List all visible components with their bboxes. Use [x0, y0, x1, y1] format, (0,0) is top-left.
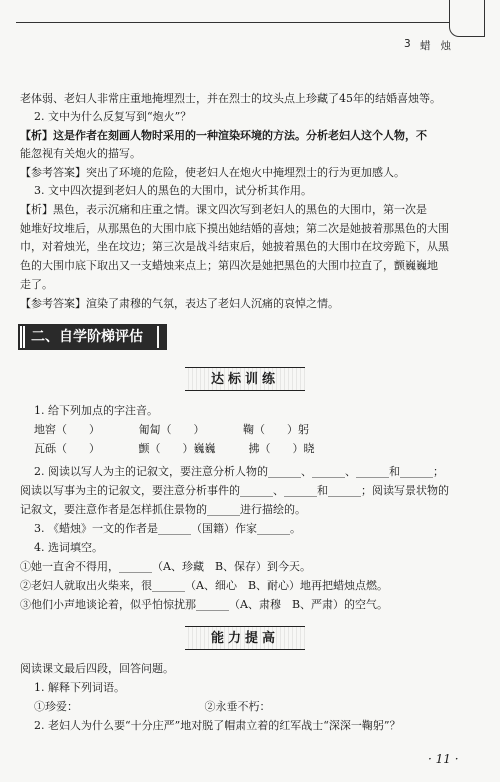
text-line: 巾，对着烛光，坐在坟边；第三次是战斗结束后，她披着黑色的大围巾在坟旁跪下，从黑	[20, 240, 449, 253]
banner-ability-improvement: 能力提高	[185, 626, 305, 650]
chapter-number: 3	[404, 38, 412, 50]
page-number: · 11 ·	[428, 752, 459, 766]
chapter-title: 蜡烛	[420, 40, 461, 52]
text-line: 能忽视有关炮火的描写。	[20, 147, 141, 160]
text-line: 她堆好坟堆后，从那黑色的大围巾底下摸出她结婚的喜烛；第二次是她披着那黑色的大围	[20, 222, 449, 235]
exercise-line: 阅读以写事为主的记叙文，要注意分析事件的______、______和______；阅读写景状物的	[20, 484, 449, 497]
exercise-line: 4. 选词填空。	[34, 541, 103, 554]
answer-line: 【参考答案】渲染了肃穆的气氛，表达了老妇人沉痛的哀悼之情。	[20, 297, 339, 310]
text-line: 走了。	[20, 278, 53, 291]
exercise-line: 3. 《蜡烛》一文的作者是______（国籍）作家______。	[34, 522, 301, 535]
exercise-line: 瓦砾（ ） 颤（ ）巍巍 拂（ ）晓	[34, 442, 315, 455]
exercise-line: 地窖（ ） 匍匐（ ） 鞠（ ）躬	[34, 423, 309, 436]
exercise-line: ②老妇人就取出火柴来，很______（A、细心 B、耐心）地再把蜡烛点燃。	[20, 579, 389, 592]
exercise-line: 1. 给下列加点的字注音。	[34, 404, 158, 417]
exercise-line: ③他们小声地谈论着，似乎怕惊扰那______（A、肃穆 B、严肃）的空气。	[20, 598, 389, 611]
text-line: 色的大围巾底下取出又一支蜡烛来点上；第四次是她把黑色的大围巾拉直了，颤巍巍地	[20, 259, 438, 272]
section-heading: 二、自学阶梯评估	[20, 326, 165, 348]
exercise-line: 2. 阅读以写人为主的记叙文，要注意分析人物的______、______、______和______；	[34, 465, 444, 478]
section-heading-divider	[157, 326, 159, 348]
analysis-line: 【析】这是作者在刻画人物时采用的一种渲染环境的方法。分析老妇人这个人物，不	[20, 129, 427, 142]
header-corner-tab	[449, 0, 485, 37]
text-line: 老体弱、老妇人非常庄重地掩埋烈士，并在烈士的坟头点上珍藏了45年的结婚喜烛等。	[20, 92, 441, 105]
exercise-line: 记叙文，要注意作者是怎样抓住景物的______进行描绘的。	[20, 503, 306, 516]
exercise-line: ①珍爱： ②永垂不朽：	[34, 700, 271, 713]
banner-standard-training: 达标训练	[185, 367, 305, 391]
header-rule	[16, 0, 456, 23]
exercise-line: 1. 解释下列词语。	[34, 681, 125, 694]
exercise-line: 阅读课文最后四段，回答问题。	[20, 662, 174, 675]
exercise-line: ①她一直舍不得用，______（A、珍藏 B、保存）到今天。	[20, 560, 312, 573]
question-line: 2. 文中为什么反复写到“炮火”？	[34, 110, 192, 123]
exercise-line: 2. 老妇人为什么要“十分庄严”地对脱了帽肃立着的红军战士“深深一鞠躬”？	[34, 719, 401, 732]
answer-line: 【参考答案】突出了环境的危险，使老妇人在炮火中掩埋烈士的行为更加感人。	[20, 166, 405, 179]
question-line: 3. 文中四次提到老妇人的黑色的大围巾，试分析其作用。	[34, 184, 312, 197]
analysis-line: 【析】黑色，表示沉痛和庄重之情。课文四次写到老妇人的黑色的大围巾，第一次是	[20, 203, 427, 216]
